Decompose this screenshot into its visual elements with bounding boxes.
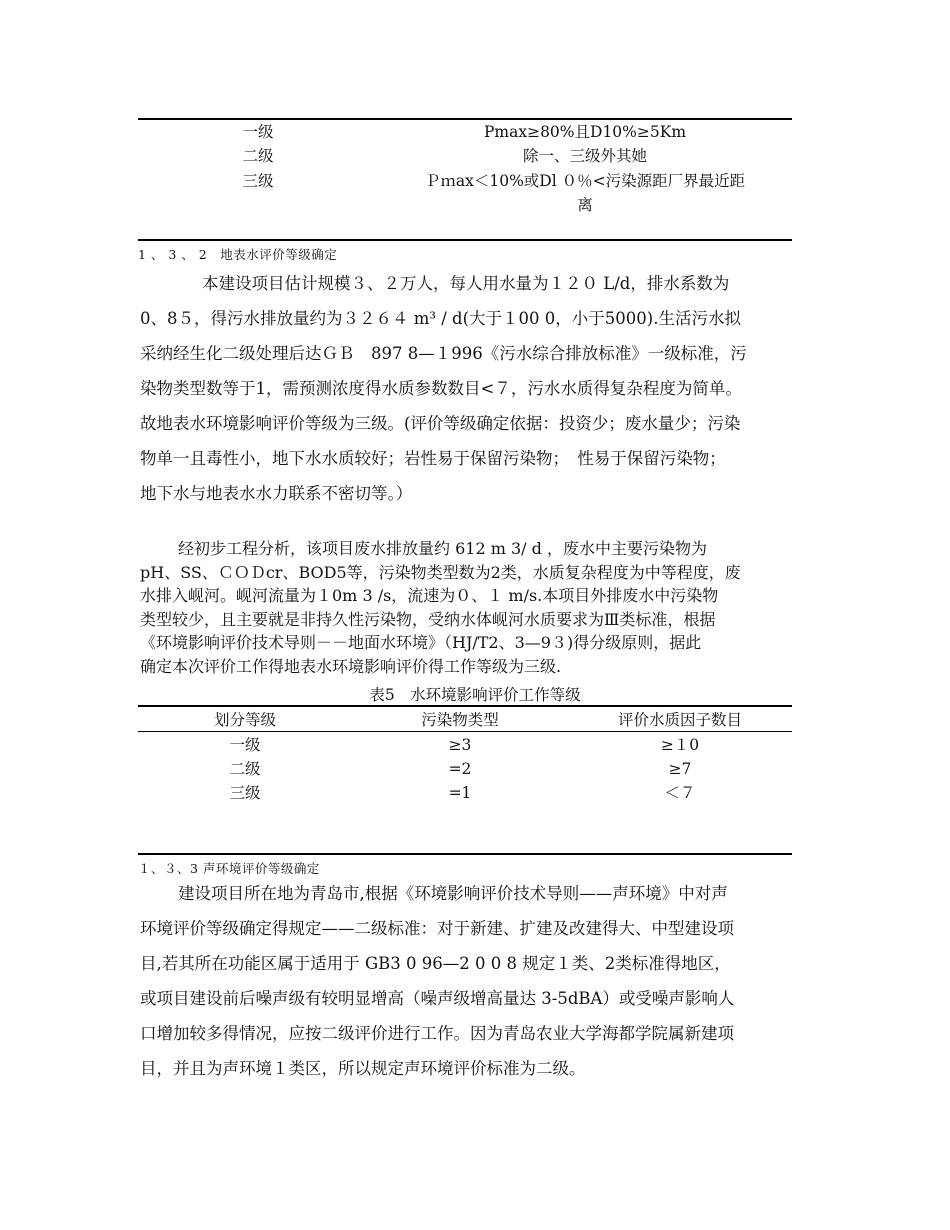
table5-cell: ≥１0: [660, 736, 700, 754]
section-132-paragraph-1: [140, 266, 800, 511]
para3-line: 建设项目所在地为青岛市,根据《环境影响评价技术导则——声环境》中对声: [178, 884, 728, 903]
para2-line: pH、SS、ＣＯＤcr、BOD5等，污染物类型数为2类，水质复杂程度为中等程度，废: [140, 562, 741, 582]
section-132-heading: 1 、 3 、 2 地表水评价等级确定: [138, 247, 338, 262]
section-133-heading: １、３、3 声环境评价等级确定: [138, 861, 320, 876]
section-132-paragraph-2: [140, 537, 800, 678]
table-top-criteria-3: Ｐｍax＜10%或Dl ０％<污染源距厂界最近距: [424, 172, 746, 190]
table5-cell: ≥7: [668, 760, 692, 778]
table5-header-rule: [138, 731, 792, 732]
table-top-level-2: 二级: [242, 147, 274, 165]
table5-caption: 表5 水环境影响评价工作等级: [369, 686, 581, 704]
para3-line: 目,若其所在功能区属于适用于 GB3 0 96—2 0 0 8 规定１类、2类标准得地区，: [140, 954, 731, 973]
table5-cell: 二级: [229, 760, 261, 778]
table5-bottom-rule: [138, 853, 792, 855]
table5-cell: 一级: [229, 736, 261, 754]
para1-line: 0、8５，得污水排放量约为３２６４ m³ / d(大于１00 0，小于5000).生活污水拟: [140, 309, 741, 328]
table5-header-factors: 评价水质因子数目: [617, 711, 742, 729]
para2-line: 类型较少，且主要就是非持久性污染物，受纳水体岘河水质要求为Ⅲ类标准，根据: [140, 609, 716, 629]
table-top-rule: [138, 118, 792, 120]
para3-line: 或项目建设前后噪声级有较明显增高（噪声级增高量达 3-5dBA）或受噪声影响人: [140, 989, 735, 1008]
table-top-level-1: 一级: [242, 123, 274, 141]
para1-line: 采纳经生化二级处理后达ＧＢ 897 8—１996《污水综合排放标准》一级标准，污: [140, 344, 747, 363]
table-top-level-3: 三级: [242, 172, 274, 190]
para2-line: 经初步工程分析，该项目废水排放量约 612 m 3/ d ，废水中主要污染物为: [178, 539, 707, 558]
table-top-criteria-2: 除一、三级外其她: [522, 147, 647, 165]
table5-top-rule: [138, 705, 792, 707]
para1-line: 本建设项目估计规模３、２万人，每人用水量为１２０ L/d，排水系数为: [202, 274, 730, 293]
table5-cell: ＜７: [664, 784, 696, 802]
para1-line: 故地表水环境影响评价等级为三级。(评价等级确定依据：投资少；废水量少；污染: [140, 414, 741, 433]
para3-line: 口增加较多得情况，应按二级评价进行工作。因为青岛农业大学海都学院属新建项: [140, 1024, 734, 1043]
para2-line: 《环境影响评价技术导则－－地面水环境》（HJ/T2、3—9３)得分级原则，据此: [140, 633, 702, 652]
para2-line: 确定本次评价工作得地表水环境影响评价得工作等级为三级.: [140, 656, 562, 676]
table5-cell: =1: [448, 784, 472, 802]
para1-line: 染物类型数等于1，需预测浓度得水质参数数目<７，污水水质得复杂程度为简单。: [140, 379, 742, 398]
table5-cell: =2: [448, 760, 472, 778]
para2-line: 水排入岘河。岘河流量为１0m 3 /s，流速为０、１ m/s.本项目外排废水中污染物: [140, 586, 719, 605]
table5-header-level: 划分等级: [213, 711, 276, 729]
table5-header-pollutant: 污染物类型: [421, 711, 499, 729]
table-top-criteria-1: Pmax≥80%且D10%≥5Km: [483, 123, 687, 141]
table5-cell: 三级: [229, 784, 261, 802]
para3-line: 环境评价等级确定得规定——二级标准：对于新建、扩建及改建得大、中型建设项: [140, 919, 734, 938]
table-top-criteria-3-cont: 离: [577, 196, 593, 214]
para1-line: 物单一且毒性小，地下水水质较好；岩性易于保留污染物； 性易于保留污染物；: [140, 449, 726, 468]
para1-line: 地下水与地表水水力联系不密切等。）: [140, 484, 413, 503]
para3-line: 目，并且为声环境１类区，所以规定声环境评价标准为二级。: [140, 1059, 586, 1078]
table-top-bottom-rule: [138, 239, 792, 241]
table5-cell: ≥3: [448, 736, 472, 754]
section-133-paragraph: [140, 876, 800, 1086]
